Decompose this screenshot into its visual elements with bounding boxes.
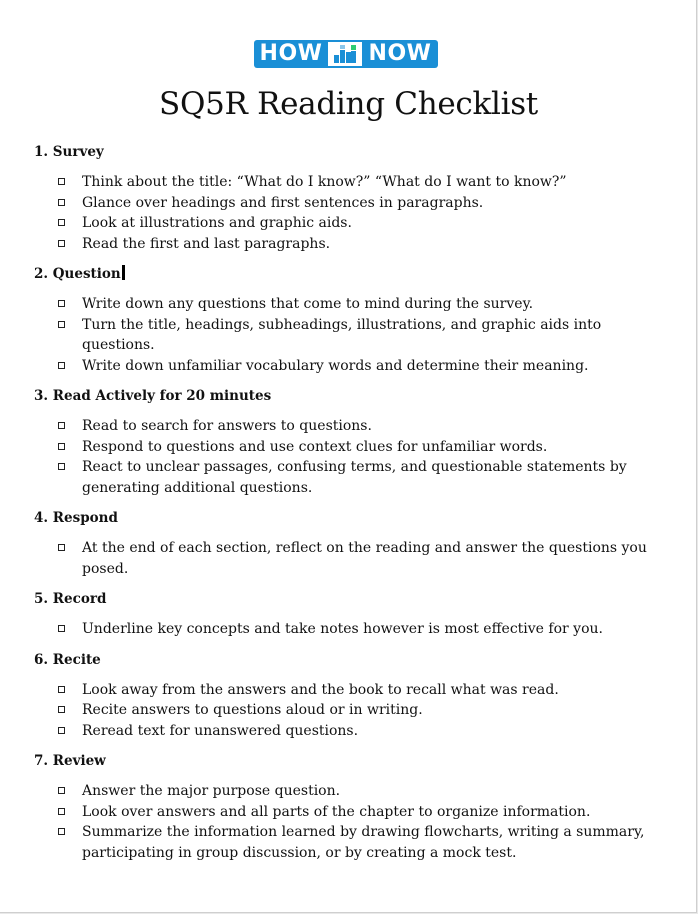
checklist xyxy=(34,416,664,498)
section-heading xyxy=(34,386,664,406)
checklist-item-text: Respond to questions and use context clues for unfamiliar words. xyxy=(82,438,548,455)
checklist xyxy=(34,172,664,254)
checklist-item-text: Look over answers and all parts of the chapter to organize information. xyxy=(82,803,591,820)
logo-word-how: HOW xyxy=(254,40,328,68)
checklist-item-text: Look at illustrations and graphic aids. xyxy=(82,215,352,231)
section-heading xyxy=(34,589,664,609)
checklist-item xyxy=(34,457,664,498)
checklist-item xyxy=(34,193,664,214)
checklist-item xyxy=(34,416,664,437)
checkbox-icon[interactable] xyxy=(58,808,65,815)
checklist xyxy=(34,781,664,863)
checklist-section xyxy=(34,508,664,579)
checklist-item xyxy=(34,700,664,721)
checklist-item-text: At the end of each section, reflect on the reading and answer the questions you posed. xyxy=(82,540,647,577)
checkbox-icon[interactable] xyxy=(58,443,65,450)
page-title: SQ5R Reading Checklist xyxy=(159,86,538,122)
checklist-item-text: Write down any questions that come to mind during the survey. xyxy=(82,296,534,312)
section-heading-text: 6. Recite xyxy=(34,651,101,668)
checklist-item xyxy=(34,437,664,458)
checkbox-icon[interactable] xyxy=(58,727,65,734)
checklist-section xyxy=(34,386,664,498)
checklist-item-text: React to unclear passages, confusing terms, and questionable statements by generating additional questions. xyxy=(82,459,627,496)
checklist-item xyxy=(34,172,664,193)
checklist-item-text: Answer the major purpose question. xyxy=(82,783,341,799)
checkbox-icon[interactable] xyxy=(58,706,65,713)
checklist-item-text: Read to search for answers to questions. xyxy=(82,418,372,434)
logo-word-now: NOW xyxy=(362,40,438,68)
section-heading-text: 1. Survey xyxy=(34,144,104,160)
checklist-item-text: Read the first and last paragraphs. xyxy=(82,235,331,252)
checklist-item-text: Glance over headings and first sentences in paragraphs. xyxy=(82,194,484,211)
section-heading xyxy=(34,751,664,771)
checklist-item-text: Underline key concepts and take notes however is most effective for you. xyxy=(82,621,603,637)
checkbox-icon[interactable] xyxy=(58,463,65,470)
checklist-item xyxy=(34,213,664,234)
checkbox-icon[interactable] xyxy=(58,362,65,369)
section-heading-text: 5. Record xyxy=(34,591,107,607)
section-heading xyxy=(34,650,664,670)
section-heading-text: 2. Question xyxy=(34,266,121,282)
checkbox-icon[interactable] xyxy=(58,219,65,226)
checklist xyxy=(34,294,664,376)
checklist-section xyxy=(34,751,664,863)
checklist-item xyxy=(34,356,664,377)
checklist-item-text: Write down unfamiliar vocabulary words and determine their meaning. xyxy=(82,357,589,374)
text-cursor xyxy=(122,265,125,280)
checkbox-icon[interactable] xyxy=(58,828,65,835)
section-heading xyxy=(34,508,664,528)
checklist-item-text: Reread text for unanswered questions. xyxy=(82,722,359,739)
how-to-now-logo xyxy=(254,40,438,68)
checkbox-icon[interactable] xyxy=(58,321,65,328)
checklist xyxy=(34,680,664,742)
checklist-item xyxy=(34,234,664,255)
section-heading xyxy=(34,264,664,284)
checklist-item-text: Think about the title: “What do I know?” “What do I want to know?” xyxy=(82,174,567,190)
section-heading-text: 4. Respond xyxy=(34,510,118,526)
checklist-section xyxy=(34,650,664,742)
checklist-item xyxy=(34,802,664,823)
checklist xyxy=(34,538,664,579)
checkbox-icon[interactable] xyxy=(58,787,65,794)
checklist-item xyxy=(34,538,664,579)
section-heading xyxy=(34,142,664,162)
checklist-section xyxy=(34,589,664,640)
section-heading-text: 7. Review xyxy=(34,753,106,769)
checklist-item xyxy=(34,721,664,742)
checklist-item-text: Turn the title, headings, subheadings, illustrations, and graphic aids into questions. xyxy=(82,316,602,353)
checklist-item xyxy=(34,781,664,802)
checklist-item xyxy=(34,294,664,315)
checkbox-icon[interactable] xyxy=(58,178,65,185)
checkbox-icon[interactable] xyxy=(58,422,65,429)
section-heading-text: 3. Read Actively for 20 minutes xyxy=(34,388,272,404)
checkbox-icon[interactable] xyxy=(58,300,65,307)
checklist-item-text: Look away from the answers and the book to recall what was read. xyxy=(82,681,559,698)
checkbox-icon[interactable] xyxy=(58,544,65,551)
checklist-item xyxy=(34,822,664,863)
checkbox-icon[interactable] xyxy=(58,240,65,247)
checklist xyxy=(34,619,664,640)
checklist-section xyxy=(34,142,664,254)
checklist-section xyxy=(34,264,664,376)
checklist-item xyxy=(34,315,664,356)
checklist-item xyxy=(34,680,664,701)
bar-chart-icon xyxy=(328,40,362,68)
checklist-item xyxy=(34,619,664,640)
checklist-item-text: Recite answers to questions aloud or in writing. xyxy=(82,702,423,718)
checkbox-icon[interactable] xyxy=(58,199,65,206)
checklist-content xyxy=(34,142,664,873)
checklist-item-text: Summarize the information learned by drawing flowcharts, writing a summary, participating in group discussion, or by creating a mock test. xyxy=(82,824,645,861)
checkbox-icon[interactable] xyxy=(58,686,65,693)
checkbox-icon[interactable] xyxy=(58,625,65,632)
